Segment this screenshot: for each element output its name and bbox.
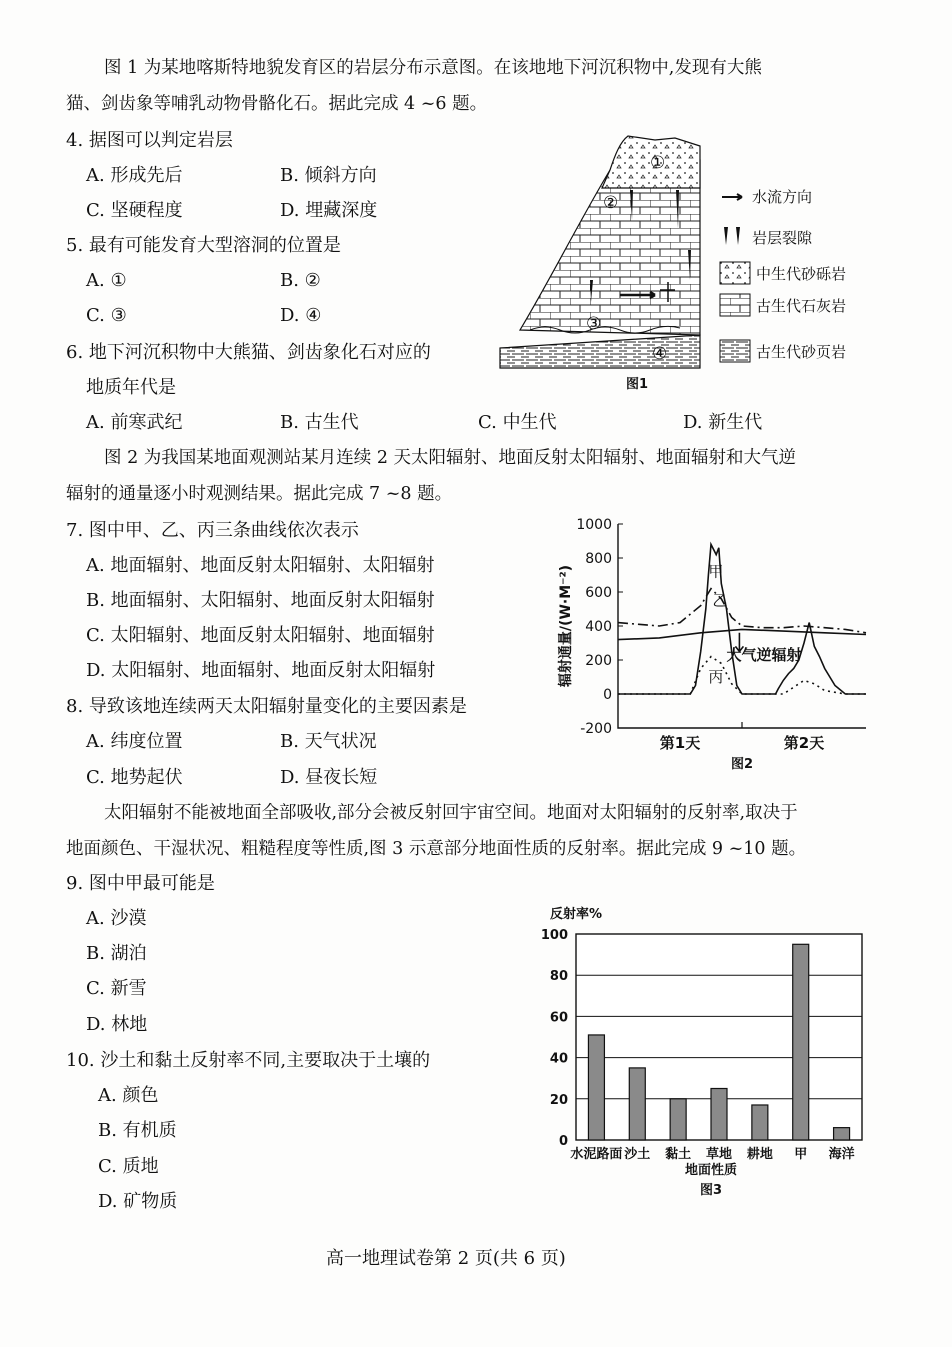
q4-option-d[interactable]: D. 埋藏深度 xyxy=(280,200,378,221)
fig3-x-tick-label: 沙土 xyxy=(624,1147,651,1162)
legend-shale-label: 古生代砂页岩 xyxy=(756,343,847,361)
intro-2-line-2: 辐射的通量逐小时观测结果。据此完成 7 ~8 题。 xyxy=(66,484,453,504)
fig3-y-axis-label: 反射率% xyxy=(550,907,603,922)
q6-option-c[interactable]: C. 中生代 xyxy=(478,412,557,433)
intro-3-line-2: 地面颜色、干湿状况、粗糙程度等性质,图 3 示意部分地面性质的反射率。据此完成 9 ~10 题。 xyxy=(66,839,807,859)
fig2-axes xyxy=(618,524,866,728)
fig2-series-乙 xyxy=(618,589,866,633)
q7-option-b[interactable]: B. 地面辐射、太阳辐射、地面反射太阳辐射 xyxy=(86,590,435,611)
q6-stem-line-1: 6. 地下河沉积物中大熊猫、剑齿象化石对应的 xyxy=(66,342,431,363)
q7-option-c[interactable]: C. 太阳辐射、地面反射太阳辐射、地面辐射 xyxy=(86,625,435,646)
fig2-series-甲 xyxy=(618,544,866,694)
fig2-annotation-yi: 乙 xyxy=(712,591,728,610)
q4-option-b[interactable]: B. 倾斜方向 xyxy=(280,165,377,186)
q4-option-c[interactable]: C. 坚硬程度 xyxy=(86,200,183,221)
q9-option-d[interactable]: D. 林地 xyxy=(86,1014,148,1035)
fig2-y-tick-label: -200 xyxy=(580,721,612,737)
fig2-annotation-counter-radiation: 大气逆辐射 xyxy=(726,646,802,664)
q10-option-c[interactable]: C. 质地 xyxy=(98,1156,159,1177)
legend-flow-label: 水流方向 xyxy=(752,188,813,206)
fig3-x-tick-label: 海洋 xyxy=(828,1147,855,1162)
fig2-series-大气逆辐射 xyxy=(618,629,866,639)
fig1-caption: 图1 xyxy=(626,377,649,392)
q8-option-b[interactable]: B. 天气状况 xyxy=(280,731,377,752)
legend-gravel-swatch xyxy=(720,262,750,284)
intro-1-line-1: 图 1 为某地喀斯特地貌发育区的岩层分布示意图。在该地地下河沉积物中,发现有大熊 xyxy=(104,58,762,78)
q5-option-d[interactable]: D. ④ xyxy=(280,305,322,326)
fig3-y-tick-label: 0 xyxy=(558,1134,568,1149)
intro-3-line-1: 太阳辐射不能被地面全部吸收,部分会被反射回宇宙空间。地面对太阳辐射的反射率,取决于 xyxy=(104,803,798,823)
q7-stem: 7. 图中甲、乙、丙三条曲线依次表示 xyxy=(66,520,359,541)
fig1-label-2: ② xyxy=(603,193,619,213)
q6-option-d[interactable]: D. 新生代 xyxy=(683,412,763,433)
q5-option-a[interactable]: A. ① xyxy=(86,270,127,291)
legend-fracture-label: 岩层裂隙 xyxy=(752,229,813,247)
q8-option-d[interactable]: D. 昼夜长短 xyxy=(280,767,378,788)
q9-option-c[interactable]: C. 新雪 xyxy=(86,978,147,999)
fig1-label-3: ③ xyxy=(586,314,602,334)
fig2-annotation-bing: 丙 xyxy=(708,668,724,687)
intro-2-line-1: 图 2 为我国某地面观测站某月连续 2 天太阳辐射、地面反射太阳辐射、地面辐射和大气逆 xyxy=(104,448,797,468)
page-footer: 高一地理试卷第 2 页(共 6 页) xyxy=(326,1248,566,1269)
legend-gravel-label: 中生代砂砾岩 xyxy=(756,265,847,283)
q10-stem: 10. 沙土和黏土反射率不同,主要取决于土壤的 xyxy=(66,1050,431,1071)
fig2-y-tick-label: 200 xyxy=(585,653,612,669)
fig3-x-tick-label: 耕地 xyxy=(746,1147,773,1162)
figure-1-rock-strata-diagram xyxy=(490,130,890,395)
legend-flow-arrow-icon xyxy=(722,194,742,200)
q6-option-b[interactable]: B. 古生代 xyxy=(280,412,359,433)
q10-option-d[interactable]: D. 矿物质 xyxy=(98,1191,178,1212)
fig2-x-tick-label: 第2天 xyxy=(783,734,825,752)
q8-stem: 8. 导致该地连续两天太阳辐射量变化的主要因素是 xyxy=(66,696,467,717)
fig2-caption: 图2 xyxy=(730,757,754,772)
fig2-y-tick-label: 400 xyxy=(585,619,612,635)
fig1-legend xyxy=(720,188,846,362)
fig3-bar xyxy=(752,1105,768,1140)
q9-option-a[interactable]: A. 沙漠 xyxy=(86,908,147,929)
q6-option-a[interactable]: A. 前寒武纪 xyxy=(86,412,183,433)
fig3-x-tick-label: 水泥路面 xyxy=(570,1147,623,1162)
fig2-annotation-jia: 甲 xyxy=(708,562,724,581)
fig3-bar xyxy=(629,1068,645,1140)
q10-option-a[interactable]: A. 颜色 xyxy=(98,1085,159,1106)
fig3-bar xyxy=(834,1128,850,1140)
fig3-x-axis-label: 地面性质 xyxy=(684,1163,738,1178)
fig3-bar xyxy=(793,944,809,1140)
intro-1-line-2: 猫、剑齿象等哺乳动物骨骼化石。据此完成 4 ~6 题。 xyxy=(66,94,488,114)
fig3-bar xyxy=(588,1035,604,1140)
fig2-y-tick-label: 1000 xyxy=(576,517,612,533)
fig3-caption: 图3 xyxy=(699,1183,723,1198)
fig3-bar xyxy=(670,1099,686,1140)
fig3-y-tick-label: 100 xyxy=(540,928,568,943)
fig3-y-tick-label: 20 xyxy=(549,1092,568,1108)
fig2-y-tick-label: 0 xyxy=(603,687,612,703)
q10-option-b[interactable]: B. 有机质 xyxy=(98,1120,177,1141)
q6-stem-line-2: 地质年代是 xyxy=(86,377,176,398)
q7-option-a[interactable]: A. 地面辐射、地面反射太阳辐射、太阳辐射 xyxy=(86,555,435,576)
fig2-y-tick-label: 800 xyxy=(585,551,612,567)
fig3-y-tick-label: 40 xyxy=(549,1051,568,1067)
q9-stem: 9. 图中甲最可能是 xyxy=(66,873,215,894)
legend-shale-swatch xyxy=(720,340,750,362)
fig3-y-tick-label: 60 xyxy=(549,1010,568,1026)
q8-option-a[interactable]: A. 纬度位置 xyxy=(86,731,183,752)
q5-option-c[interactable]: C. ③ xyxy=(86,305,127,326)
legend-limestone-swatch xyxy=(720,294,750,316)
figure-3-albedo-chart xyxy=(540,902,880,1202)
fig3-y-tick-label: 80 xyxy=(549,969,568,985)
fig3-x-tick-label: 甲 xyxy=(794,1147,808,1162)
q4-option-a[interactable]: A. 形成先后 xyxy=(86,165,183,186)
fig1-label-1: ① xyxy=(650,153,666,173)
q5-option-b[interactable]: B. ② xyxy=(280,270,321,291)
legend-limestone-label: 古生代石灰岩 xyxy=(756,297,847,315)
legend-fracture-icon xyxy=(724,227,740,245)
fig2-y-tick-label: 600 xyxy=(585,585,612,601)
q7-option-d[interactable]: D. 太阳辐射、地面辐射、地面反射太阳辐射 xyxy=(86,660,436,681)
fig2-y-axis-label: 辐射通量/(W·M⁻²) xyxy=(558,564,574,688)
figure-2-radiation-chart xyxy=(556,508,876,773)
fig3-x-tick-label: 黏土 xyxy=(665,1147,692,1162)
q8-option-c[interactable]: C. 地势起伏 xyxy=(86,767,183,788)
fig3-x-tick-label: 草地 xyxy=(705,1147,733,1162)
q4-stem: 4. 据图可以判定岩层 xyxy=(66,130,233,151)
fig1-label-4: ④ xyxy=(652,344,668,364)
fig2-x-tick-label: 第1天 xyxy=(659,734,701,752)
fig3-bar xyxy=(711,1089,727,1141)
q9-option-b[interactable]: B. 湖泊 xyxy=(86,943,147,964)
q5-stem: 5. 最有可能发育大型溶洞的位置是 xyxy=(66,235,341,256)
shale-layer xyxy=(500,335,700,368)
